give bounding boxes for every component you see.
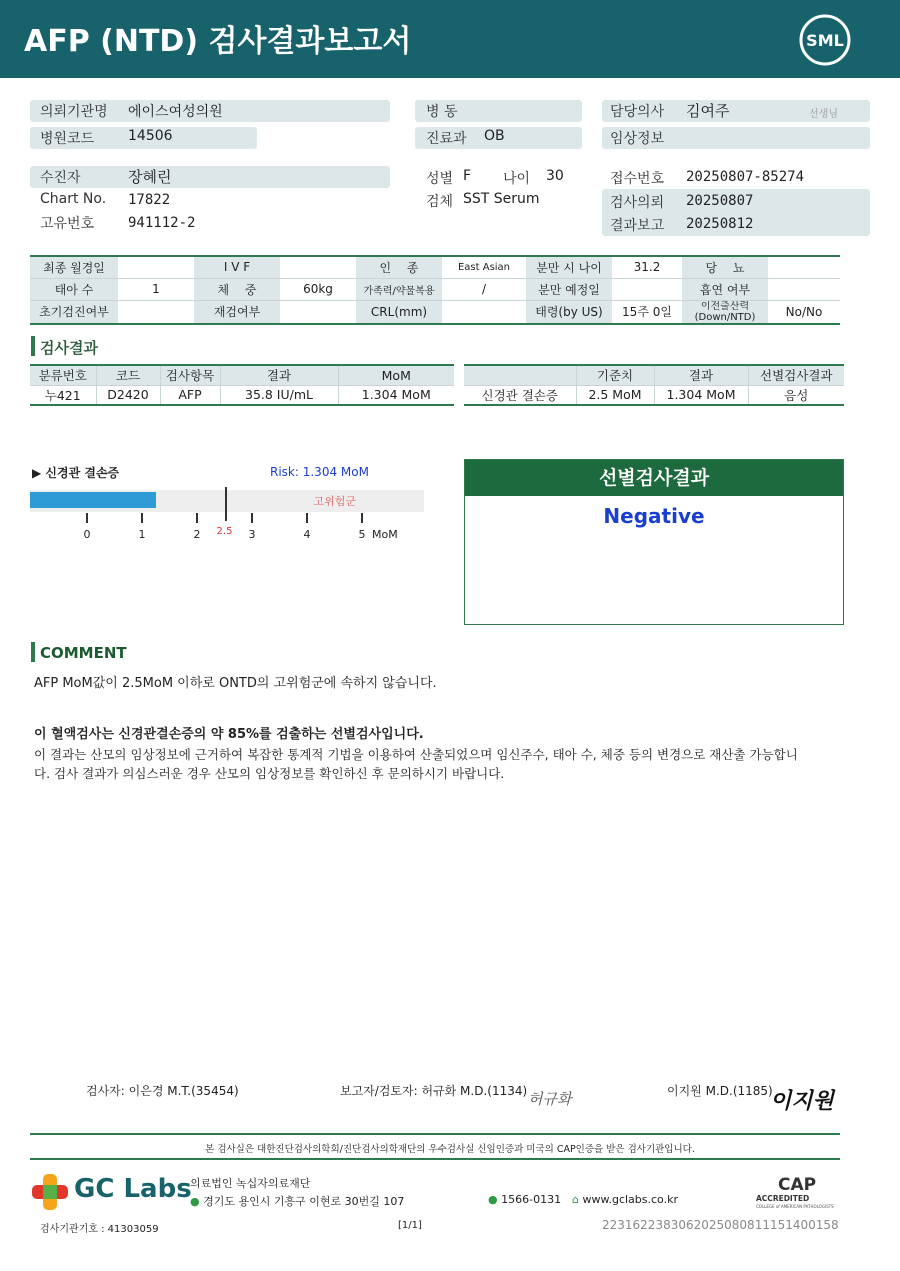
- patient-pill: [30, 166, 390, 188]
- fetus-value: 1: [118, 278, 194, 300]
- uid-value: 941112-2: [128, 215, 196, 231]
- crl-value: [442, 300, 526, 324]
- phone: [488, 1193, 561, 1206]
- risk-chart-title: [32, 464, 119, 481]
- comment-line-1: AFP MoM값이 2.5MoM 이하로 ONTD의 고위험군에 속하지 않습니다.: [34, 676, 437, 691]
- clinical-row: [30, 278, 840, 300]
- clinical-row: [30, 300, 840, 324]
- cell-code: D2420: [96, 385, 160, 405]
- ga-value: 15주 0일: [612, 300, 682, 324]
- footer-notice: 본 검사실은 대한진단검사의학회/진단검사의학재단의 우수검사실 신임인증과 미국의 CAP인증을 받은 검사기관입니다.: [205, 1144, 695, 1155]
- age-value: 30: [546, 168, 564, 184]
- prev-birth-label: 이전출산력 (Down/NTD): [682, 300, 768, 324]
- doctor2-signature: 이지원 M.D.(1185): [667, 1084, 773, 1098]
- crl-label: CRL(mm): [356, 300, 442, 324]
- comment-line-2: 이 혈액검사는 신경관결손증의 약 85%를 검출하는 선별검사입니다.: [34, 727, 424, 742]
- lmp-value: [118, 256, 194, 278]
- first-exam-value: [118, 300, 194, 324]
- home-icon: ⌂: [572, 1193, 579, 1206]
- scale-tick-label: 1: [138, 528, 146, 541]
- gc-cross-icon: [30, 1172, 70, 1212]
- uid-label: 고유번호: [40, 216, 95, 232]
- high-risk-label: 고위험군: [313, 495, 357, 508]
- screening-header-item: [464, 365, 576, 385]
- screening-cell-result: 1.304 MoM: [654, 385, 748, 405]
- patient-value: 장혜린: [128, 168, 172, 186]
- cap-accredited-logo: [756, 1175, 840, 1213]
- doctor-label: 담당의사: [610, 104, 665, 120]
- specimen-value: SST Serum: [463, 191, 540, 207]
- request-value: 20250807: [686, 193, 754, 209]
- phone-icon: ●: [488, 1193, 498, 1206]
- scale-tick: [251, 513, 253, 523]
- comment-line-3: 이 결과는 산모의 임상정보에 근거하여 복잡한 통계적 기법을 이용하여 산출되었으며 임신주수, 태아 수, 체중 등의 변경으로 재산출 가능합니: [34, 747, 798, 762]
- ivf-label: I V F: [194, 256, 280, 278]
- family-label: 가족력/약물복용: [356, 278, 442, 300]
- website[interactable]: [572, 1193, 678, 1206]
- header-category-no: 분류번호: [30, 365, 96, 385]
- screening-cell-item: 신경관 결손증: [464, 385, 576, 405]
- cell-mom: 1.304 MoM: [338, 385, 454, 405]
- doctor-value: 김여주: [686, 102, 730, 120]
- phone-text: 1566-0131: [501, 1193, 562, 1206]
- age-label: 나이: [503, 171, 531, 187]
- smoking-value: [768, 278, 840, 300]
- scale-tick: [361, 513, 363, 523]
- cell-category-no: 누421: [30, 385, 96, 405]
- doctor2-handwritten-signature: 이지원: [770, 1088, 834, 1114]
- scale-tick-label: 0: [83, 528, 91, 541]
- website-text[interactable]: www.gclabs.co.kr: [582, 1193, 678, 1206]
- risk-scale-fill: [30, 492, 156, 508]
- institution-label: 의뢰기관명: [40, 104, 108, 120]
- ivf-value: [280, 256, 356, 278]
- request-label: 검사의뢰: [610, 195, 665, 211]
- report-title: AFP (NTD) 검사결과보고서: [24, 24, 412, 59]
- ga-label: 태령(by US): [526, 300, 612, 324]
- chart-no-value: 17822: [128, 192, 171, 208]
- hospital-code-label: 병원코드: [40, 131, 95, 147]
- cap-logo-text: CAP: [778, 1175, 817, 1195]
- barcode-number: 22316223830620250808111514001​58: [602, 1218, 839, 1232]
- location-pin-icon: ●: [190, 1195, 200, 1208]
- lmp-label: 최종 월경일: [30, 256, 118, 278]
- risk-value-text: Risk: 1.304 MoM: [270, 465, 369, 479]
- race-value: East Asian: [442, 256, 526, 278]
- result-table: [30, 364, 454, 406]
- scale-tick-label: 5: [358, 528, 366, 541]
- weight-label: 체 중: [194, 278, 280, 300]
- footer-divider-top: [30, 1133, 840, 1135]
- comment-section-bar: [31, 642, 35, 662]
- smoking-label: 흡연 여부: [682, 278, 768, 300]
- tester-signature: 검사자: 이은경 M.T.(35454): [86, 1084, 239, 1098]
- table-row: [30, 385, 454, 405]
- address: [190, 1193, 404, 1209]
- due-label: 분만 예정일: [526, 278, 612, 300]
- comment-line-4: 다. 검사 결과가 의심스러운 경우 산모의 임상정보를 확인하신 후 문의하시기 바랍니다.: [34, 766, 505, 781]
- table-row: [464, 385, 844, 405]
- recheck-value: [280, 300, 356, 324]
- scale-tick: [196, 513, 198, 523]
- cutoff-marker: [225, 487, 227, 521]
- gc-labs-brand: GC Labs: [74, 1174, 192, 1204]
- scale-tick-label: 3: [248, 528, 256, 541]
- org-name: 의료법인 녹십자의료재단: [190, 1177, 311, 1190]
- reporter-signature: 보고자/검토자: 허규화 M.D.(1134): [340, 1084, 528, 1098]
- screening-header-outcome: 선별검사결과: [748, 365, 844, 385]
- chart-no-label: Chart No.: [40, 191, 107, 207]
- first-exam-label: 초기검진여부: [30, 300, 118, 324]
- cap-small-text: COLLEGE of AMERICAN PATHOLOGISTS: [756, 1204, 834, 1209]
- scale-tick-label: 2.5: [216, 526, 233, 537]
- family-value: /: [442, 278, 526, 300]
- receipt-label: 접수번호: [610, 171, 665, 187]
- scale-tick: [86, 513, 88, 523]
- screening-result-value: Negative: [603, 504, 705, 528]
- triangle-icon: ▶: [32, 466, 42, 480]
- dept-label: 진료과: [426, 131, 467, 147]
- sex-value: F: [463, 168, 472, 184]
- hospital-code-value: 14506: [128, 128, 173, 144]
- cell-result: 35.8 IU/mL: [220, 385, 338, 405]
- screening-result-box: [464, 459, 844, 625]
- cap-accredited-text: ACCREDITED: [756, 1194, 810, 1203]
- weight-value: 60kg: [280, 278, 356, 300]
- agency-code: 검사기관기호 : 41303059: [40, 1224, 159, 1235]
- result-header-row: [30, 365, 454, 385]
- screening-header-row: [464, 365, 844, 385]
- results-section-title: 검사결과: [40, 339, 98, 357]
- sex-label: 성별: [426, 171, 454, 187]
- screening-header-ref: 기준치: [576, 365, 654, 385]
- clinical-row: [30, 256, 840, 278]
- report-date-value: 20250812: [686, 216, 754, 232]
- diabetes-label: 당 뇨: [682, 256, 768, 278]
- ward-label: 병 동: [426, 104, 458, 120]
- race-label: 인 종: [356, 256, 442, 278]
- institution-value: 에이스여성의원: [128, 104, 223, 120]
- recheck-label: 재검여부: [194, 300, 280, 324]
- scale-unit: MoM: [372, 528, 398, 541]
- header-test-item: 검사항목: [160, 365, 220, 385]
- delivery-age-value: 31.2: [612, 256, 682, 278]
- doctor-suffix: 선생님: [809, 109, 838, 120]
- dept-value: OB: [484, 128, 505, 144]
- prev-birth-value: No/No: [768, 300, 840, 324]
- results-section-bar: [31, 336, 35, 356]
- due-value: [612, 278, 682, 300]
- scale-tick-label: 4: [303, 528, 311, 541]
- patient-label: 수진자: [40, 170, 81, 186]
- clinical-info-table: [30, 255, 840, 325]
- clinical-label: 임상정보: [610, 131, 665, 147]
- address-text: 경기도 용인시 기흥구 이현로 30번길 107: [203, 1195, 405, 1208]
- screening-table: [464, 364, 844, 406]
- screening-header-result: 결과: [654, 365, 748, 385]
- sml-logo-text: SML: [806, 31, 844, 50]
- delivery-age-label: 분만 시 나이: [526, 256, 612, 278]
- header-code: 코드: [96, 365, 160, 385]
- page-number: [1/1]: [398, 1220, 422, 1231]
- header-mom: MoM: [338, 365, 454, 385]
- screening-cell-outcome: 음성: [748, 385, 844, 405]
- reporter-handwritten-signature: 허규화: [528, 1090, 572, 1108]
- comment-title: COMMENT: [40, 644, 127, 662]
- scale-tick-label: 2: [193, 528, 201, 541]
- sml-logo: [797, 12, 853, 68]
- fetus-label: 태아 수: [30, 278, 118, 300]
- footer-divider-bottom: [30, 1158, 840, 1160]
- risk-chart-title-text: 신경관 결손증: [45, 466, 120, 480]
- receipt-value: 20250807-85274: [686, 169, 805, 185]
- specimen-label: 검체: [426, 194, 454, 210]
- cell-test-item: AFP: [160, 385, 220, 405]
- header-result: 결과: [220, 365, 338, 385]
- diabetes-value: [768, 256, 840, 278]
- screening-result-title: 선별검사결과: [465, 460, 843, 496]
- screening-cell-ref: 2.5 MoM: [576, 385, 654, 405]
- report-date-label: 결과보고: [610, 218, 665, 234]
- scale-tick: [141, 513, 143, 523]
- scale-tick: [306, 513, 308, 523]
